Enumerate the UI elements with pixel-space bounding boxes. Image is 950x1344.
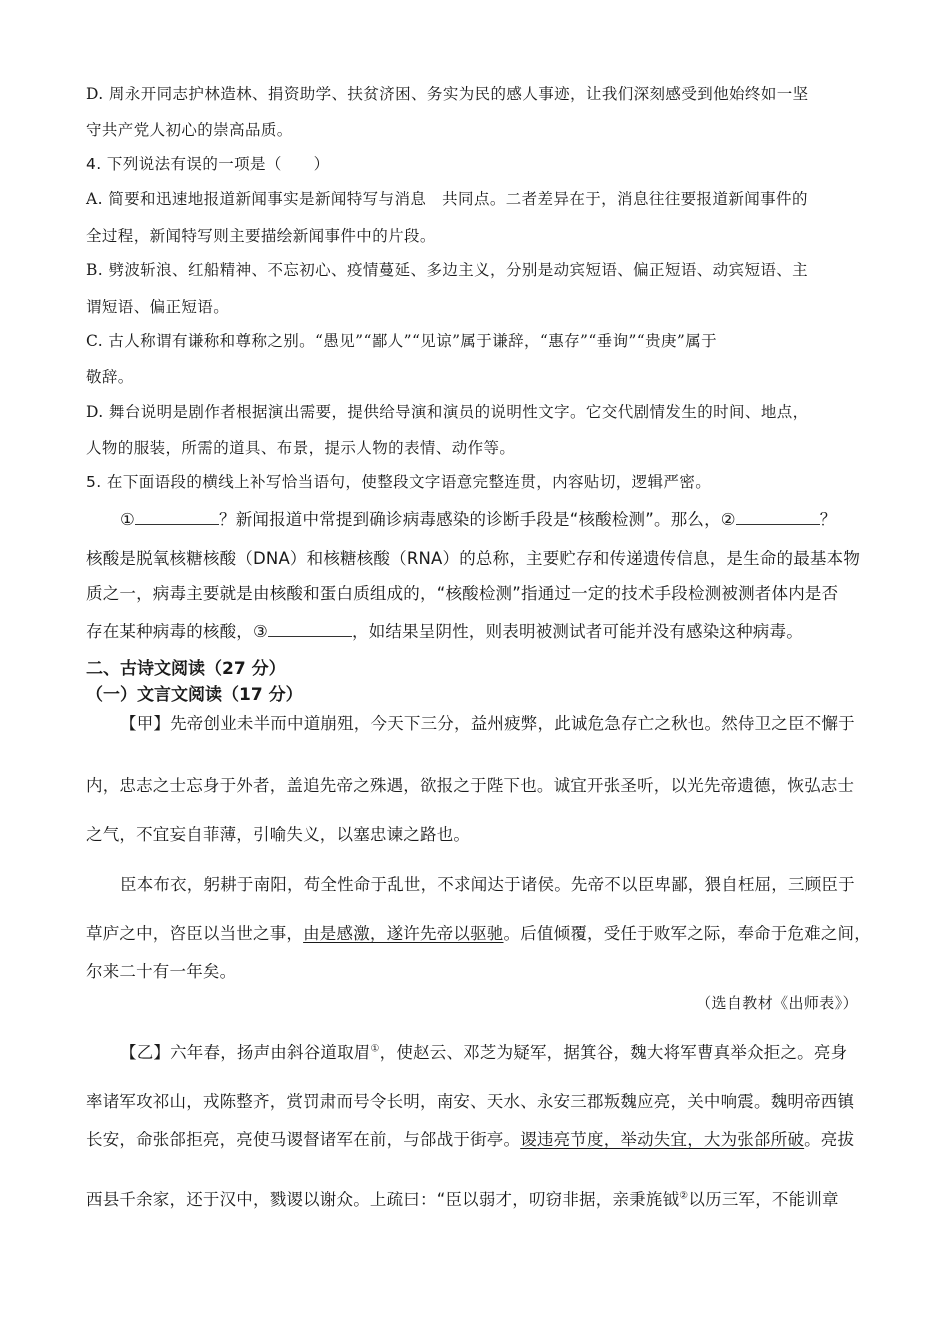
q4-option-b-line1: B. 劈波斩浪、红船精神、不忘初心、疫情蔓延、多边主义，分别是动宾短语、偏正短语、动宾短语、主 (86, 261, 809, 279)
q4-option-c-line1: C. 古人称谓有谦称和尊称之别。“愚见”“鄙人”“见谅”属于谦辞，“惠存”“垂询”“贵庚”属于 (86, 332, 718, 350)
yi-line4-a: 西县千余家，还于汉中，戮谡以谢众。上疏曰：“臣以弱才，叨窃非据，亲秉旄钺 (86, 1190, 680, 1209)
footnote-marker-2: ② (679, 1190, 689, 1202)
jia-line1: 【甲】先帝创业未半而中道崩殂，今天下三分，益州疲弊，此诚危急存亡之秋也。然侍卫之臣不懈于 (120, 714, 855, 733)
q4-option-a-line1: A. 简要和迅速地报道新闻事实是新闻特写与消息 共同点。二者差异在于，消息往往要报道新闻事件的 (86, 190, 808, 208)
jia-source: （选自教材《出师表》） (696, 994, 858, 1012)
q5-passage-line1-text: ？新闻报道中常提到确诊病毒感染的诊断手段是“核酸检测”。那么，② (219, 510, 736, 529)
q4-stem (86, 152, 330, 174)
q5-stem-text: 在下面语段的横线上补写恰当语句，使整段文字语意完整连贯，内容贴切，逻辑严密。 (101, 473, 712, 491)
q4-option-c-line2: 敬辞。 (86, 368, 134, 386)
jia-line5-b: 。后值倾覆，受任于败军之际，奉命于危难之间， (503, 924, 871, 943)
yi-line1 (120, 1039, 847, 1063)
yi-line4 (86, 1186, 839, 1210)
jia-line5 (86, 920, 871, 944)
q3-option-d-line1: D. 周永开同志护林造林、捐资助学、扶贫济困、务实为民的感人事迹，让我们深刻感受到他始终如一坚 (86, 85, 809, 103)
yi-line3-b: 。亮拔 (804, 1130, 855, 1149)
yi-underlined-sentence: 谡违亮节度，举动失宜，大为张郃所破 (520, 1130, 805, 1149)
q4-option-b-line2: 谓短语、偏正短语。 (86, 298, 230, 316)
q5-number: 5. (86, 473, 102, 491)
yi-line3 (86, 1126, 854, 1150)
blank-1[interactable] (135, 510, 219, 525)
blank-2[interactable] (736, 510, 820, 525)
jia-underlined-sentence: 由是感激，遂许先帝以驱驰 (303, 924, 504, 943)
q5-passage-line1-end: ？ (819, 510, 837, 529)
jia-line4: 臣本布衣，躬耕于南阳，苟全性命于乱世，不求闻达于诸侯。先帝不以臣卑鄙，猥自枉屈，三顾臣于 (120, 875, 855, 894)
q3-option-d-line2: 守共产党人初心的崇高品质。 (86, 121, 293, 139)
subsection-title: （一）文言文阅读（17 分） (86, 685, 303, 705)
jia-line6: 尔来二十有一年矣。 (86, 962, 237, 981)
jia-line5-a: 草庐之中，咨臣以当世之事， (86, 924, 304, 943)
footnote-marker-1: ① (370, 1043, 380, 1055)
q5-passage-line4 (86, 618, 803, 642)
q5-passage-line4-end: ，如结果呈阴性，则表明被测试者可能并没有感染这种病毒。 (352, 622, 803, 641)
q4-option-a-line2: 全过程，新闻特写则主要描绘新闻事件中的片段。 (86, 227, 436, 245)
jia-line3: 之气，不宜妄自菲薄，引喻失义，以塞忠谏之路也。 (86, 825, 471, 844)
q5-passage-line3: 质之一，病毒主要就是由核酸和蛋白质组成的，“核酸检测”指通过一定的技术手段检测被测者体内是否 (86, 584, 839, 603)
q5-passage-line4-text: 存在某种病毒的核酸，③ (86, 622, 268, 641)
q4-number: 4. (86, 155, 102, 173)
blank-marker-1: ① (120, 510, 135, 529)
q4-option-d-line1: D. 舞台说明是剧作者根据演出需要，提供给导演和演员的说明性文字。它交代剧情发生的时间、地点， (86, 403, 809, 421)
yi-line1-a: 【乙】六年春，扬声由斜谷道取眉 (120, 1043, 371, 1062)
q4-option-d-line2: 人物的服装，所需的道具、布景，提示人物的表情、动作等。 (86, 439, 516, 457)
yi-line2: 率诸军攻祁山，戎陈整齐，赏罚肃而号令长明，南安、天水、永安三郡叛魏应亮，关中响震。魏明帝西镇 (86, 1092, 855, 1111)
yi-line4-b: 以历三军，不能训章 (688, 1190, 839, 1209)
section-title: 二、古诗文阅读（27 分） (86, 659, 286, 679)
blank-3[interactable] (268, 622, 352, 637)
yi-line1-b: ，使赵云、邓芝为疑军，据箕谷，魏大将军曹真举众拒之。亮身 (379, 1043, 848, 1062)
q5-stem (86, 470, 711, 492)
q5-passage-line2: 核酸是脱氧核糖核酸（DNA）和核糖核酸（RNA）的总称，主要贮存和传递遗传信息，是生命的最基本物 (86, 549, 861, 568)
q5-passage-line1 (120, 506, 837, 530)
yi-line3-a: 长安，命张郃拒亮，亮使马谡督诸军在前，与郃战于街亭。 (86, 1130, 521, 1149)
jia-line2: 内，忠志之士忘身于外者，盖追先帝之殊遇，欲报之于陛下也。诚宜开张圣听，以光先帝遗德，恢弘志士 (86, 776, 855, 795)
q4-stem-text: 下列说法有误的一项是（ ） (101, 155, 330, 173)
